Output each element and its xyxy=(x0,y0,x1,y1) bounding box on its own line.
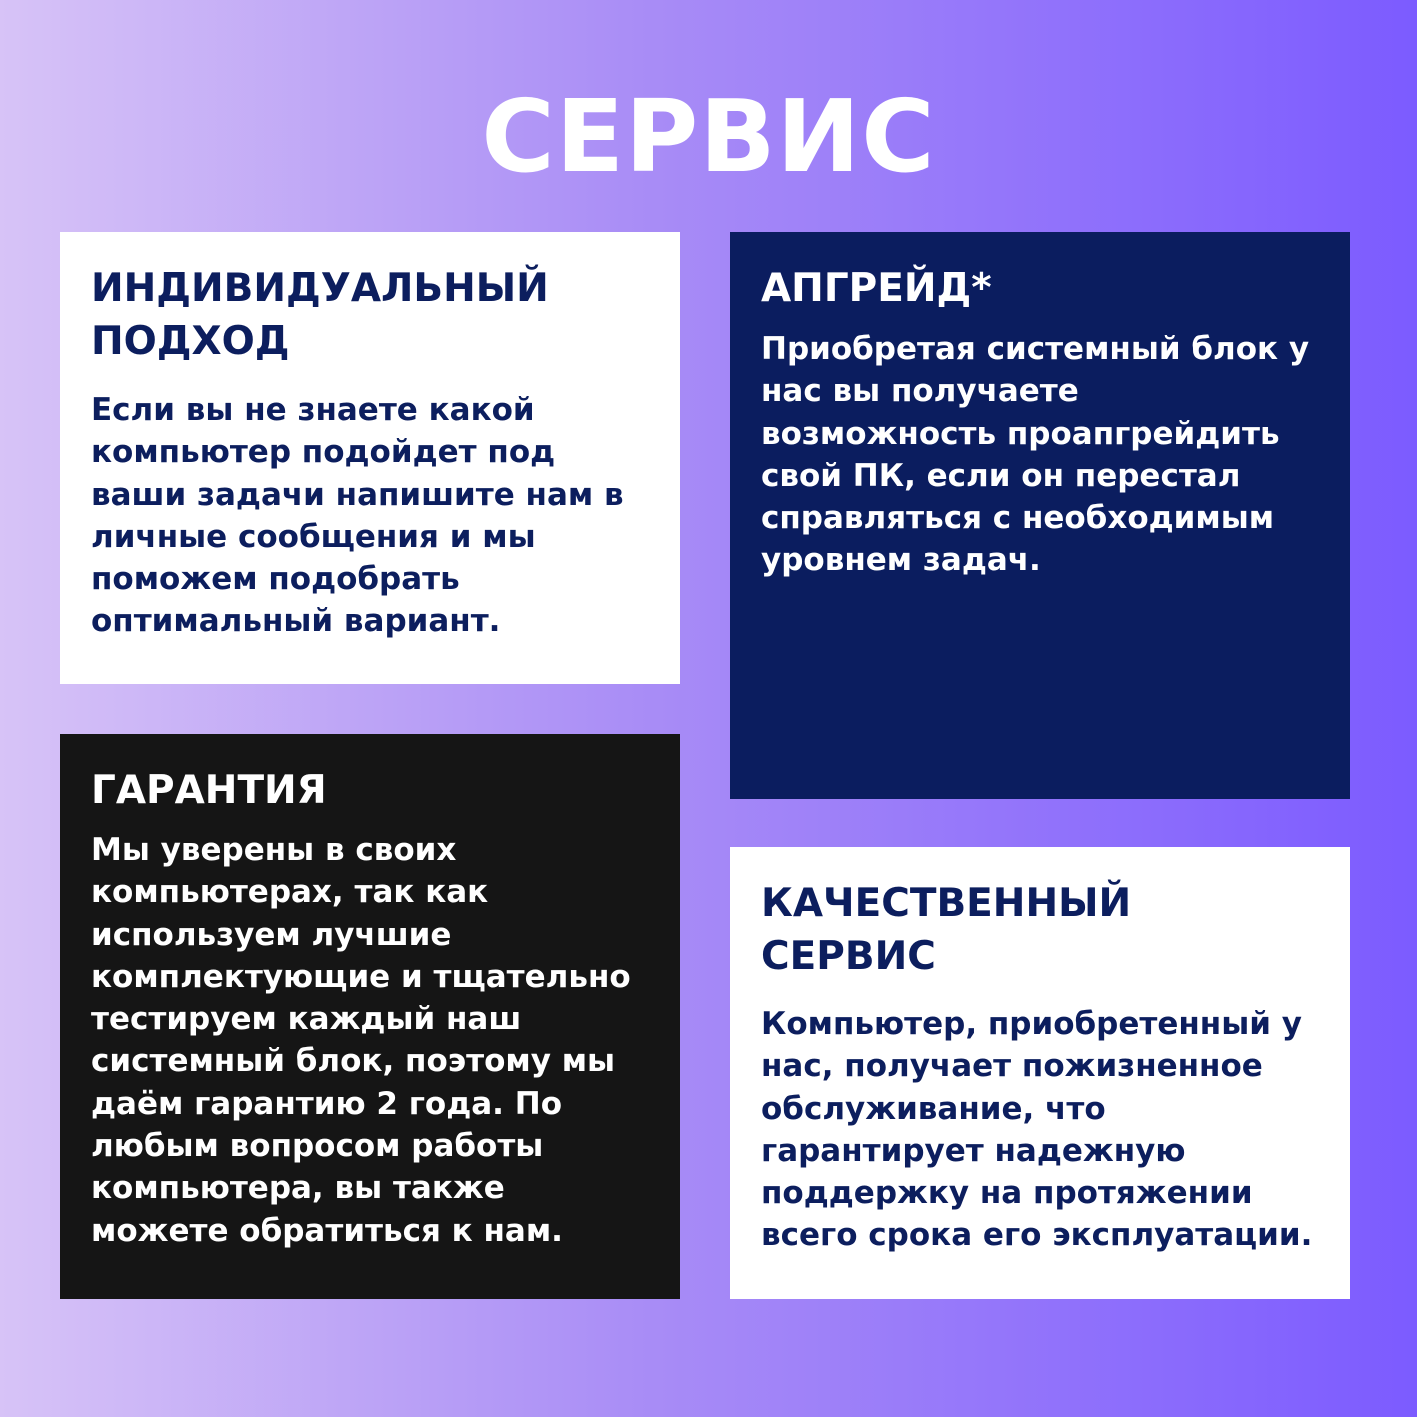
card-text-part: По любым вопросом работы компьютера, вы также можете обратиться к нам. xyxy=(91,1085,563,1249)
card-title: АПГРЕЙД* xyxy=(761,266,992,311)
card-individual-approach xyxy=(60,232,680,684)
card-upgrade xyxy=(730,232,1350,799)
warranty-period: 2 года. xyxy=(376,1085,504,1122)
card-title-line: ПОДХОД xyxy=(91,319,290,364)
card-text-part: Мы уверены в своих компьютерах, так как используем лучшие комплектующие и тщательно тестируем каждый наш системный блок, поэтому мы даём гарантию xyxy=(91,832,631,1122)
card-title-line: КАЧЕСТВЕННЫЙ xyxy=(761,881,1132,926)
page-title: СЕРВИС xyxy=(481,78,936,195)
card-title: ГАРАНТИЯ xyxy=(91,768,327,813)
card-text: Компьютер, приобретенный у нас, получает пожизненное обслуживание, что гарантирует надежную поддержку на протяжении всего срока его эксплуатации. xyxy=(761,1006,1313,1254)
card-title xyxy=(761,877,1320,983)
card-text: Приобретая системный блок у нас вы получаете возможность проапгрейдить свой ПК, если он перестал справляться с необходимым уровнем задач. xyxy=(761,331,1310,579)
card-title xyxy=(91,262,650,368)
card-text xyxy=(91,829,650,1252)
card-warranty xyxy=(60,734,680,1299)
card-quality-service xyxy=(730,847,1350,1299)
card-title-line: ИНДИВИДУАЛЬНЫЙ xyxy=(91,266,549,311)
card-text: Если вы не знаете какой компьютер подойдет под ваши задачи напишите нам в личные сообщения и мы поможем подобрать оптимальный вариант. xyxy=(91,392,624,640)
card-title-line: СЕРВИС xyxy=(761,934,936,979)
